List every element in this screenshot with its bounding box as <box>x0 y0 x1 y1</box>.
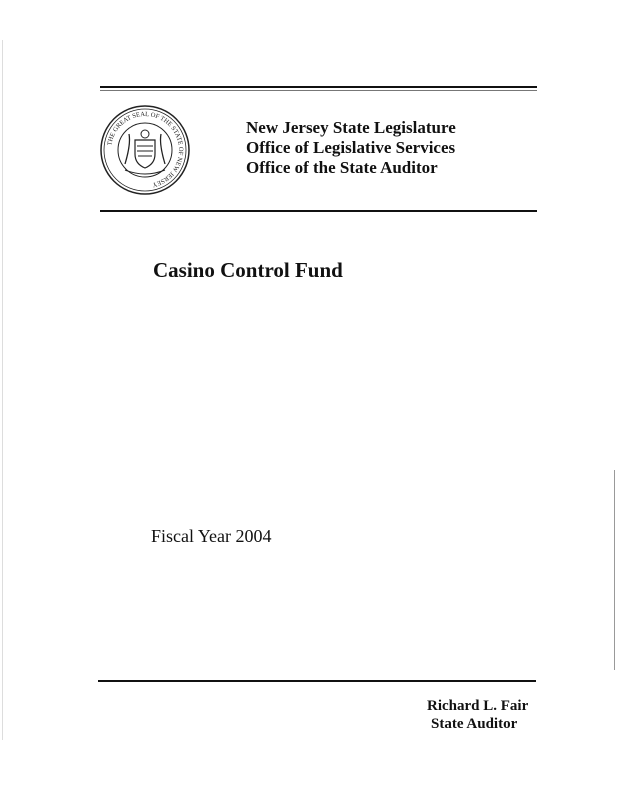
document-title: Casino Control Fund <box>153 258 343 282</box>
signature-block <box>427 697 528 733</box>
scan-left-edge <box>2 40 3 740</box>
scan-edge-artifact <box>614 470 615 670</box>
header-rule <box>100 210 537 212</box>
organization-block <box>246 118 456 178</box>
fiscal-year: Fiscal Year 2004 <box>151 526 272 546</box>
seal-text: THE GREAT SEAL OF THE STATE OF NEW JERSEY <box>106 110 185 189</box>
org-line-legislative-services: Office of Legislative Services <box>246 138 456 157</box>
top-rule <box>100 86 537 88</box>
auditor-name: Richard L. Fair <box>427 698 529 714</box>
top-rule-thin <box>100 90 537 91</box>
org-line-state-auditor: Office of the State Auditor <box>246 158 438 177</box>
auditor-title: State Auditor <box>431 716 518 732</box>
nj-state-seal-icon <box>99 104 191 196</box>
org-line-legislature: New Jersey State Legislature <box>246 118 456 137</box>
footer-rule <box>98 680 536 682</box>
